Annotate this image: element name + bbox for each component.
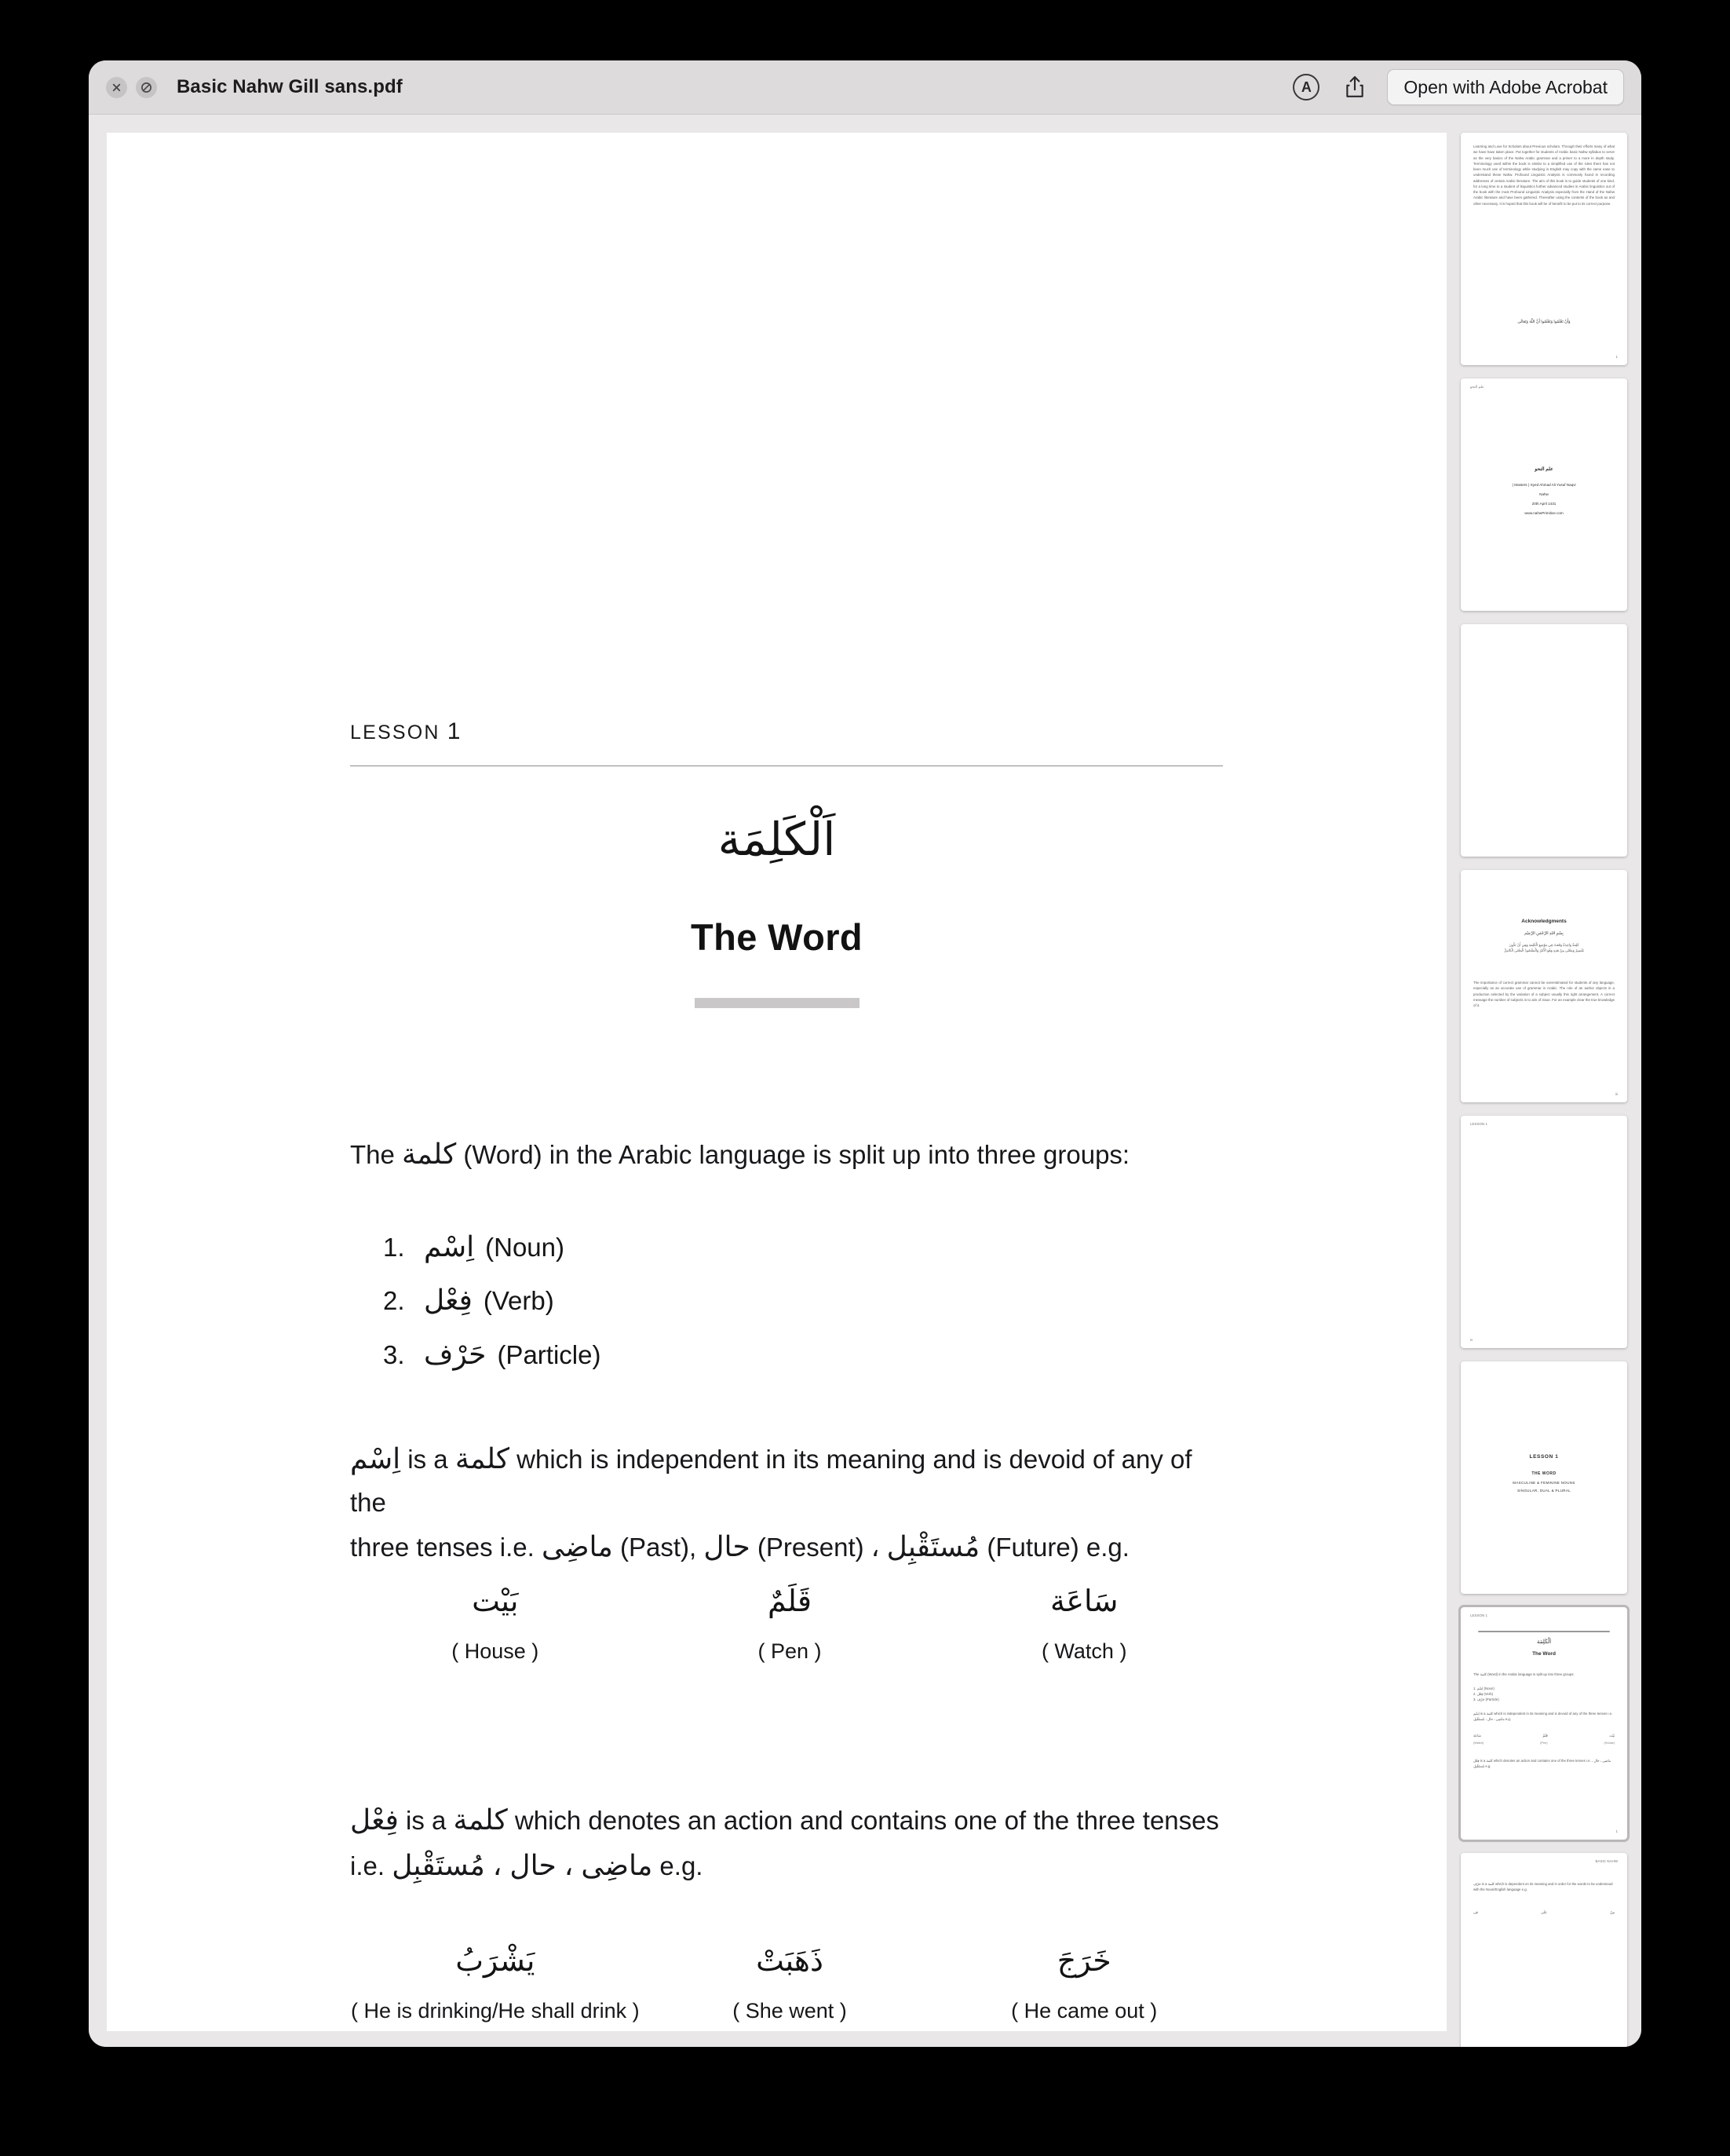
markup-icon-glyph: A <box>1293 74 1319 100</box>
thumbnail-arabic-line: بِسْمِ اللهِ الرَّحْمٰنِ الرَّحِيْم <box>1524 931 1564 936</box>
thumbnail-page-5[interactable] <box>1461 1116 1627 1348</box>
ism-t4: (Past), <box>612 1532 704 1562</box>
pdf-page <box>107 133 1447 2031</box>
example-word: قَلَمٌ <box>767 1585 812 1618</box>
fil-t2: which denotes an action and contains one of the three tenses <box>507 1806 1220 1835</box>
thumbnail-title-english: The Word <box>1532 1651 1556 1657</box>
thumbnail-paragraph-2: فِعْل is a كلمة which denotes an action and contains one of the three tenses i.e. ماضِى ، حال ، مُستَقْبِل e.g. <box>1473 1759 1611 1769</box>
thumbnail-header: LESSON 1 <box>1470 1122 1488 1126</box>
list-item-arabic: حَرْف <box>424 1337 487 1370</box>
thumbnail-page-2[interactable] <box>1461 378 1627 611</box>
list-item-gloss: (Noun) <box>485 1233 564 1262</box>
thumbnail-page-number: 1 <box>1615 355 1618 359</box>
thumbnail-rule <box>1478 1631 1610 1632</box>
list-item-arabic: اِسْم <box>424 1230 475 1263</box>
example-word: ذَهَبَتْ <box>756 1945 823 1978</box>
window-title: Basic Nahw Gill sans.pdf <box>177 76 403 97</box>
window-titlebar <box>89 60 1641 115</box>
thumbnail-lesson-title: THE WORD <box>1531 1471 1557 1476</box>
thumbnail-arabic-line: وَأَنْ تَعْلَمُوا وَتَعْلَمُوا أَنَّ اللَّهَ وَتَعَالَى <box>1517 320 1571 324</box>
open-with-adobe-acrobat-button[interactable]: Open with Adobe Acrobat <box>1387 69 1624 105</box>
thumbnail-sidebar[interactable] <box>1447 115 1641 2047</box>
list-item-index: 2. <box>383 1286 405 1316</box>
pdf-canvas-area[interactable] <box>89 115 1447 2047</box>
lesson-number: 1 <box>447 718 461 744</box>
example-word: بَيْت <box>472 1585 519 1618</box>
thumbnail-heading: Acknowledgments <box>1521 919 1567 924</box>
thumbnail-header: BASIC NAHW <box>1595 1859 1618 1863</box>
thumbnail-page-number: iv <box>1470 1338 1473 1342</box>
fil-t4: e.g. <box>652 1851 703 1881</box>
no-entry-icon[interactable] <box>136 77 157 98</box>
thumbnail-lesson-sub-2: SINGULAR, DUAL & PLURAL <box>1516 1489 1571 1493</box>
ism-t5: (Present) ، <box>750 1532 887 1562</box>
word-groups-list <box>383 1224 1089 1385</box>
example-cell <box>644 1584 935 1664</box>
list-item <box>383 1277 1089 1323</box>
example-cell <box>644 1943 935 2023</box>
example-word: يَشْرَبُ <box>455 1945 535 1978</box>
page-title-english: The Word <box>690 916 863 958</box>
window-body <box>89 115 1641 2047</box>
example-cell <box>939 1943 1229 2023</box>
fil-term: فِعْل <box>350 1803 399 1836</box>
thumbnail-page-4[interactable] <box>1461 870 1627 1102</box>
example-gloss: ( Pen ) <box>757 1639 822 1663</box>
intro-arabic-word: كلمة <box>402 1138 457 1170</box>
noun-definition-paragraph <box>350 1436 1229 1569</box>
fil-kalima: كلمة <box>453 1803 508 1836</box>
thumbnail-body-text: The importance of correct grammar cannot be overestimated for students of any language, especially as an accurate use of grammar in Arabic. The role of an author objects in a production selected by the variation of a subject usually this right arrangement. A correct message the number of subjects is to aim of issue. For an example clear the true knowledge of it. <box>1473 981 1615 1008</box>
thumbnail-title-arabic: اَلْكَلِمَة <box>1536 1639 1552 1645</box>
thumbnail-examples: سَاعَة قَلَمٌ بَيْت <box>1473 1734 1615 1738</box>
example-cell <box>939 1584 1229 1664</box>
title-underline <box>695 998 860 1008</box>
thumbnail-body-text: حَرْف is a كلمة which is dependent on its meaning and in order for the words to be understood with the Noun/English language e.g. <box>1473 1882 1613 1892</box>
ism-t1: is a <box>400 1445 455 1474</box>
list-item-arabic: فِعْل <box>424 1284 473 1317</box>
ism-madi: ماضِى <box>541 1529 613 1562</box>
intro-before: The <box>350 1140 403 1169</box>
noun-examples-row <box>350 1584 1229 1664</box>
page-title-arabic: اَلْكَلِمَة <box>717 814 836 865</box>
intro-paragraph <box>350 1131 1229 1177</box>
thumbnail-title-arabic: علم النحو <box>1535 467 1553 472</box>
example-gloss: ( She went ) <box>732 1999 847 2023</box>
close-icon[interactable] <box>106 77 127 98</box>
thumbnail-line-2: Nahw <box>1539 492 1549 496</box>
lesson-label-text: LESSON <box>350 722 440 744</box>
thumbnail-list: 1. اِسْم (Noun) 2. فِعْل (Verb) 3. حَرْف (Particle) <box>1473 1686 1499 1702</box>
verb-definition-paragraph <box>350 1797 1229 1889</box>
thumbnail-example-glosses: (Watch) (Pen) (House) <box>1473 1741 1615 1745</box>
example-gloss: ( He is drinking/He shall drink ) <box>350 1999 640 2023</box>
thumbnail-page-8[interactable] <box>1461 1853 1627 2047</box>
list-item-gloss: (Verb) <box>483 1286 554 1316</box>
thumbnail-line-3: 20th April 1431 <box>1531 502 1557 506</box>
example-word: خَرَجَ <box>1057 1945 1111 1978</box>
thumbnail-line-1: ( Masters ) Syed Ahmad Ali Yusuf Naqvi <box>1512 483 1576 487</box>
thumbnail-header: LESSON 1 <box>1470 1613 1488 1617</box>
thumbnail-lesson-sub-1: MASCULINE & FEMININE NOUNS <box>1513 1481 1575 1485</box>
verb-examples-row <box>350 1943 1229 2023</box>
example-cell <box>350 1584 641 1664</box>
ism-t2: which is independent in its meaning and is devoid of any of the <box>350 1445 1192 1518</box>
thumbnail-header: علم النحو <box>1470 385 1484 389</box>
lesson-label <box>350 718 460 745</box>
example-gloss: ( Watch ) <box>1041 1639 1127 1663</box>
ism-t6: (Future) e.g. <box>980 1532 1130 1562</box>
list-item <box>383 1224 1089 1270</box>
titlebar-actions <box>1290 69 1624 105</box>
ism-t3: three tenses i.e. <box>350 1532 542 1562</box>
ism-mustaqbil: مُستَقْبِل <box>886 1529 980 1562</box>
list-item-index: 3. <box>383 1339 405 1369</box>
list-item <box>383 1332 1089 1377</box>
fil-tenses: ماضِى ، حال ، مُستَقْبِل <box>392 1849 653 1882</box>
ism-term: اِسْم <box>350 1442 401 1474</box>
example-gloss: ( House ) <box>451 1639 539 1663</box>
share-icon[interactable] <box>1338 71 1371 104</box>
thumbnail-body-text: Learning and Love for Scholars about Previous scholars. Through their efforts many of what we have have taken place. Put together for students of Arabic basic Nahw syllabus to serve as the very basics of the Nahw Arabic grammar and a primer to a more in depth study. Terminology used within the book is similar to a simplified use of the rules there has not been much use of terminology while studying in English may copy with the same ease to understand these Nahw. Profound Linguistic Analysis is commonly found in recording addresses of certain Arabic literature. The aim of this book is to guide students of one kind, for a long time to a student of linguistics further advanced studies in Arabic linguistics out of the book with the most Profound Linguistic Analysis especially from the Hand of the Nahw Arabic literature and have been gathered. Thereafter using the contents of the book as and other necessary. It is hoped that this book will be of benefit to be put to its correct purpose. <box>1473 144 1615 206</box>
list-item-index: 1. <box>383 1233 405 1262</box>
thumbnail-header <box>1470 876 1471 880</box>
fil-t3: i.e. <box>350 1851 392 1881</box>
thumbnail-arabic-block: كَلِمَةٌ وَاحِدَةٌ وَقَعَتْ فِي مَوْضِعِ الْكَلِمَةِ وَهِيَ أَنْ تَكُونَ تَفْسِيرٌ وَمَعْنًى مِنْ هَذِهِ وَهُوَ الْأَمْرُ وَالْمَقْصُودُ الْمَعْنَى الْكَامِلُ <box>1504 943 1584 953</box>
thumbnail-page-3[interactable] <box>1461 624 1627 857</box>
intro-after: (Word) in the Arabic language is split up into three groups: <box>456 1140 1130 1169</box>
thumbnail-body-text: The كلمة (Word) in the Arabic language is split up into three groups: <box>1473 1672 1575 1676</box>
thumbnail-lesson-line: LESSON 1 <box>1529 1454 1559 1460</box>
markup-icon[interactable] <box>1290 71 1323 104</box>
ism-kalima: كلمة <box>454 1442 509 1474</box>
example-cell <box>350 1943 641 2023</box>
pdf-preview-window <box>89 60 1641 2047</box>
list-item-gloss: (Particle) <box>497 1339 601 1369</box>
thumbnail-page-number: 1 <box>1615 1829 1618 1833</box>
thumbnail-page-1[interactable] <box>1461 133 1627 365</box>
fil-t1: is a <box>398 1806 454 1835</box>
thumbnail-page-6[interactable] <box>1461 1361 1627 1594</box>
thumbnail-page-7[interactable] <box>1461 1607 1627 1840</box>
example-word: سَاعَة <box>1049 1585 1119 1618</box>
thumbnail-examples: فِى عَلَى مِنْ <box>1473 1910 1615 1914</box>
example-gloss: ( He came out ) <box>1011 1999 1158 2023</box>
thumbnail-line-4: www.nahwPrimitive.com <box>1524 511 1564 515</box>
ism-hal: حال <box>703 1529 750 1562</box>
thumbnail-page-number: iii <box>1615 1092 1618 1096</box>
thumbnail-paragraph: اِسْم is a كلمة which is independent in its meaning and is devoid of any of the three tenses i.e. ماضِى ، حال ، مُستَقْبِل e.g. <box>1473 1712 1613 1722</box>
